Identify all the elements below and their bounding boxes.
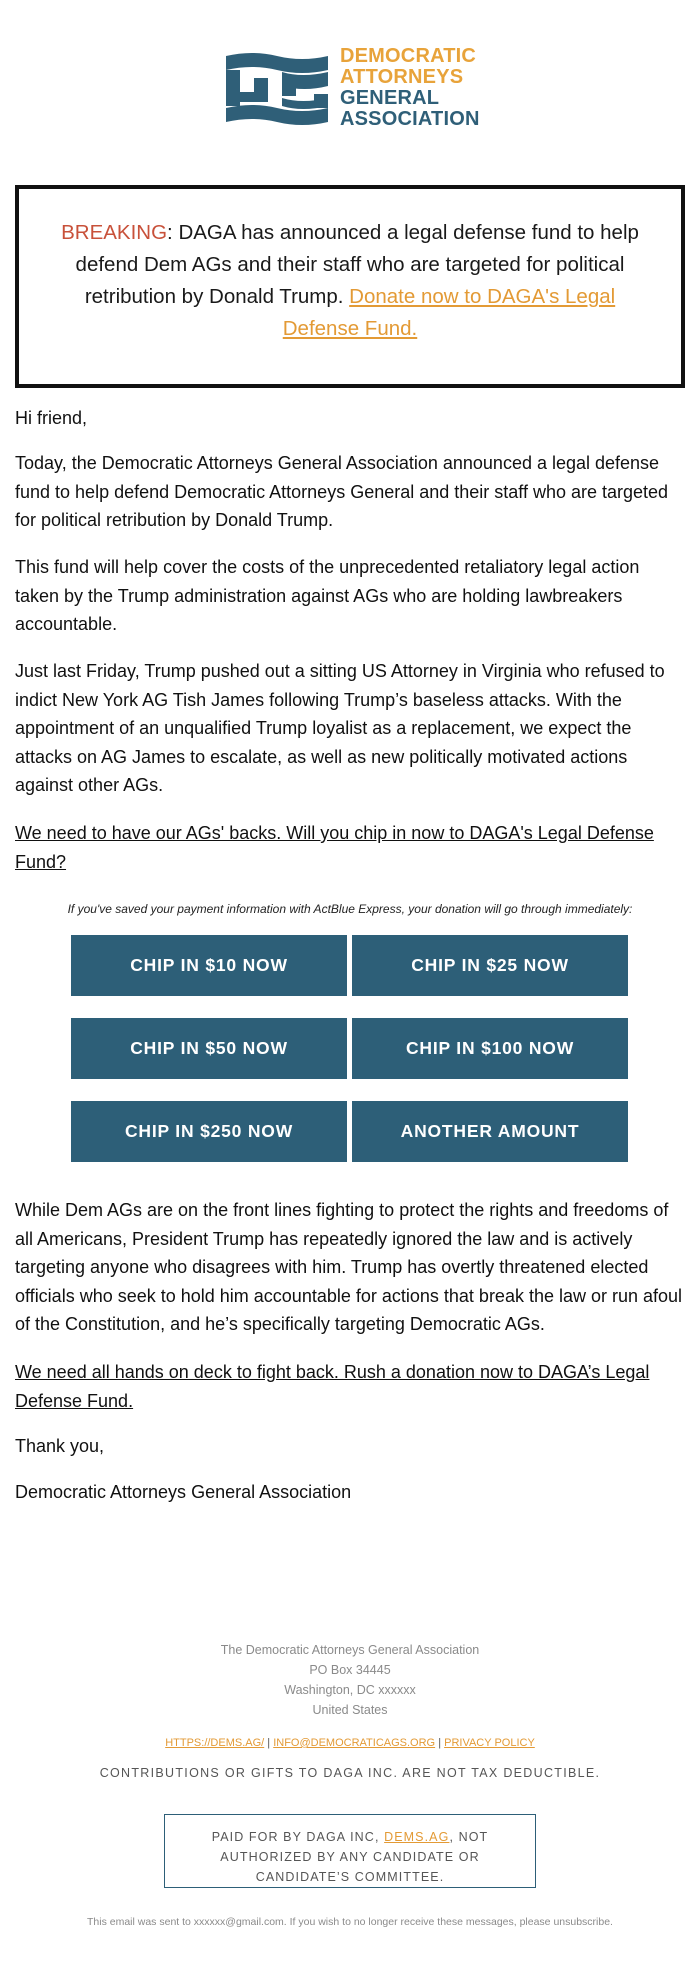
unsubscribe-note[interactable]: This email was sent to xxxxxx@gmail.com. If you wish to no longer receive these messages, please unsubscribe. xyxy=(87,1916,613,1928)
footer-separator: | xyxy=(267,1737,271,1749)
paragraph-2: This fund will help cover the costs of the unprecedented retaliatory legal action taken by the Trump administration against AGs who are holding lawbreakers accountable. xyxy=(15,557,640,634)
logo-line-2: ATTORNEYS xyxy=(340,66,464,88)
donate-legal-fund-link[interactable]: Donate now to DAGA's Legal Defense Fund. xyxy=(282,285,616,340)
footer-pobox: PO Box 34445 xyxy=(309,1663,391,1677)
paragraph-4: While Dem AGs are on the front lines fighting to protect the rights and freedoms of all Americans, President Trump has repeatedly ignored the law and is actively targeting anyone who disagrees with him. Trump has overtly threatened elected officials who seek to hold him accountable for actions that break the law or run afoul of the Constitution, and he’s specifically targeting Democratic AGs. xyxy=(15,1200,683,1334)
chip-in-50-button[interactable]: CHIP IN $50 NOW xyxy=(71,1018,347,1079)
tax-disclaimer: CONTRIBUTIONS OR GIFTS TO DAGA INC. ARE NOT TAX DEDUCTIBLE. xyxy=(99,1766,601,1780)
logo-wordmark xyxy=(340,46,480,130)
footer-site-link[interactable]: HTTPS://DEMS.AG/ xyxy=(165,1737,265,1749)
footer-links xyxy=(0,1737,700,1749)
breaking-banner xyxy=(15,185,685,388)
chip-in-100-button[interactable]: CHIP IN $100 NOW xyxy=(352,1018,628,1079)
daga-flag-icon xyxy=(222,50,332,128)
footer-privacy-link[interactable]: PRIVACY POLICY xyxy=(444,1737,535,1749)
daga-logo xyxy=(222,44,482,132)
footer-city: Washington, DC xxxxxx xyxy=(284,1683,416,1697)
breaking-label: BREAKING xyxy=(61,221,168,244)
paid-for-disclaimer xyxy=(164,1814,536,1888)
footer-separator: | xyxy=(438,1737,442,1749)
paragraph-1: Today, the Democratic Attorneys General Association announced a legal defense fund to help defend Democratic Attorneys General and their staff who are targeted for political retribution by Donald Trump. xyxy=(15,453,669,530)
another-amount-button[interactable]: ANOTHER AMOUNT xyxy=(352,1101,628,1162)
actblue-express-note: If you've saved your payment information with ActBlue Express, your donation will go through immediately: xyxy=(67,902,633,916)
rush-donation-link[interactable]: We need all hands on deck to fight back. Rush a donation now to DAGA’s Legal Defense Fund. xyxy=(15,1362,650,1411)
paid-for-site-link[interactable]: DEMS.AG xyxy=(384,1830,450,1844)
paragraph-3: Just last Friday, Trump pushed out a sitting US Attorney in Virginia who refused to indict New York AG Tish James following Trump’s baseless attacks. With the appointment of an unqualified Trump loyalist as a replacement, we expect the attacks on AG James to escalate, as well as new politically motivated actions against other AGs. xyxy=(15,661,665,795)
chip-in-link[interactable]: We need to have our AGs' backs. Will you chip in now to DAGA's Legal Defense Fund? xyxy=(15,823,654,872)
signature: Democratic Attorneys General Association xyxy=(15,1482,352,1502)
chip-in-25-button[interactable]: CHIP IN $25 NOW xyxy=(352,935,628,996)
paid-for-suffix: , NOT AUTHORIZED BY ANY CANDIDATE OR CANDIDATE’S COMMITTEE. xyxy=(220,1830,489,1884)
chip-in-10-button[interactable]: CHIP IN $10 NOW xyxy=(71,935,347,996)
paid-for-prefix: PAID FOR BY DAGA INC, xyxy=(211,1830,385,1844)
footer-country: United States xyxy=(312,1703,388,1717)
logo-line-3: GENERAL xyxy=(340,87,440,109)
logo-line-1: DEMOCRATIC xyxy=(340,45,477,67)
signoff: Thank you, xyxy=(15,1436,105,1456)
footer-email-link[interactable]: INFO@DEMOCRATICAGS.ORG xyxy=(273,1737,436,1749)
breaking-text: : DAGA has announced a legal defense fund to help defend Dem AGs and their staff who are targeted for political retribution by Donald Trump. xyxy=(75,221,639,308)
greeting: Hi friend, xyxy=(15,408,88,428)
chip-in-250-button[interactable]: CHIP IN $250 NOW xyxy=(71,1101,347,1162)
logo-line-4: ASSOCIATION xyxy=(340,108,480,130)
footer-org: The Democratic Attorneys General Association xyxy=(220,1643,480,1657)
